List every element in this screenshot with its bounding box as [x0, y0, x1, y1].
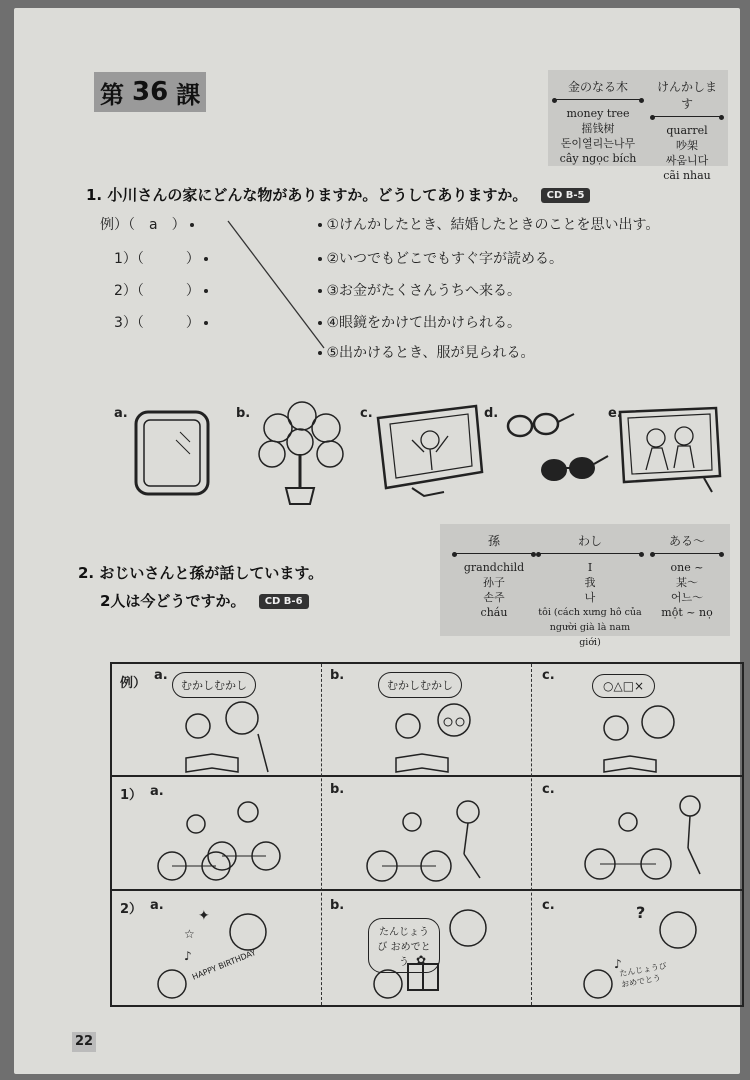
svg-text:✦: ✦	[198, 908, 210, 924]
vocab-col	[538, 532, 642, 650]
birthday-text: HAPPY BIRTHDAY	[190, 948, 258, 982]
cell-label: b.	[330, 668, 345, 683]
picture-label: c.	[360, 406, 373, 421]
vocab-head: 金のなる木	[554, 78, 642, 100]
vocab-line: I	[587, 561, 593, 574]
vocab-line: 吵架	[676, 139, 698, 152]
bicycle-icon	[578, 794, 718, 884]
vocab-line: 摇钱树	[581, 122, 615, 135]
picture-label: b.	[236, 406, 251, 421]
speech-bubble: たんじょうび おめでとう	[368, 918, 440, 973]
svg-text:?: ?	[636, 903, 646, 922]
lesson-number: 36	[132, 77, 169, 107]
vocab-head: けんかします	[652, 78, 722, 117]
grandpa-child-reading-icon	[592, 700, 712, 774]
q2-subtitle	[100, 590, 309, 611]
row-label: 例）	[120, 676, 147, 691]
picture-grid	[110, 662, 744, 1007]
vocab-head: わし	[538, 532, 642, 554]
wedding-photo-icon	[614, 404, 726, 496]
vocab-line: 某～	[676, 576, 698, 589]
vocab-line: one ~	[670, 561, 704, 574]
svg-text:☆: ☆	[184, 927, 195, 941]
left-row-text: 例）（ a ）	[100, 217, 186, 233]
mirror-icon	[128, 406, 218, 500]
grandpa-child-reading-icon	[172, 700, 292, 774]
birthday-text: たんじょうび おめでとう	[618, 961, 668, 990]
vocab-line: 싸움니다	[665, 154, 709, 167]
vocab-line: một ~ nọ	[661, 606, 713, 619]
q2-number: 2.	[78, 564, 95, 582]
speech-bubble: むかしむかし	[172, 672, 256, 698]
picture-label: d.	[484, 406, 499, 421]
vocab-col	[652, 532, 722, 620]
vocab-line: cây ngọc bích	[559, 152, 637, 165]
cell-label: b.	[330, 898, 345, 913]
vocab-col	[454, 532, 534, 620]
vocab-line: quarrel	[666, 124, 708, 137]
gift-scene-icon	[368, 900, 498, 1004]
cell-label: b.	[330, 782, 345, 797]
birthday-scene-icon	[152, 900, 282, 1004]
picture-label: e.	[608, 406, 622, 421]
vocab-head: ある～	[652, 532, 722, 554]
bicycle-icon	[152, 800, 282, 884]
cell-label: a.	[150, 898, 164, 913]
page-number: 22	[72, 1032, 96, 1052]
glasses-icon	[500, 404, 610, 494]
right-row-text: ①けんかしたとき、結婚したときのことを思い出す。	[326, 217, 660, 233]
cell-label: a.	[154, 668, 168, 683]
example-match-line	[14, 8, 740, 428]
vocab-line: 我	[584, 576, 596, 589]
svg-text:♪: ♪	[614, 957, 622, 971]
bicycle-icon	[360, 798, 500, 884]
picture-label: a.	[114, 406, 128, 421]
cd-badge: CD B-5	[541, 188, 591, 203]
vocab-line: money tree	[566, 107, 630, 120]
vocab-line: tôi (cách xưng hô của	[538, 607, 642, 618]
grandpa-child-reading-icon	[382, 700, 502, 774]
vocab-line: cháu	[480, 606, 508, 619]
q2-title	[78, 562, 323, 583]
left-row-text: 3）（ ）	[114, 315, 200, 331]
workbook-page	[14, 8, 740, 1074]
cell-label: c.	[542, 782, 555, 797]
vocab-line: 어느～	[670, 591, 704, 604]
framed-photo-icon	[372, 400, 488, 500]
q2-line2: 2人は今どうですか。	[100, 592, 246, 610]
lesson-suffix: 課	[176, 80, 201, 109]
cell-label: c.	[542, 668, 555, 683]
vocab-line: người già là nam giới)	[549, 622, 631, 648]
row-label: 1）	[120, 788, 143, 803]
right-row-text: ②いつでもどこでもすぐ字が読める。	[326, 251, 564, 267]
money-tree-icon	[250, 398, 350, 508]
svg-text:✿: ✿	[416, 953, 427, 967]
right-row-text: ⑤出かけるとき、服が見られる。	[326, 345, 535, 361]
speech-bubble: むかしむかし	[378, 672, 462, 698]
vocab-line: cãi nhau	[663, 169, 711, 182]
svg-text:♪: ♪	[184, 949, 192, 963]
vocab-head: 孫	[454, 532, 534, 554]
cell-label: c.	[542, 898, 555, 913]
vocab-line: 돈이열리는나무	[560, 137, 636, 150]
cd-badge: CD B-6	[259, 594, 309, 609]
left-row-text: 2）（ ）	[114, 283, 200, 299]
cell-label: a.	[150, 784, 164, 799]
q1-number: 1.	[86, 186, 103, 204]
vocab-line: grandchild	[463, 561, 525, 574]
q1-text: 小川さんの家にどんな物がありますか。どうしてありますか。	[107, 186, 528, 204]
q2-line1: おじいさんと孫が話しています。	[99, 564, 324, 582]
right-row-text: ④眼鏡をかけて出かけられる。	[326, 315, 522, 331]
vocab-line: 나	[584, 591, 596, 604]
vocab-box-2	[440, 524, 730, 648]
vocab-line: 손주	[483, 591, 505, 604]
vocab-line: 孙子	[483, 576, 505, 589]
lesson-prefix: 第	[100, 80, 124, 109]
right-row-text: ③お金がたくさんうちへ来る。	[326, 283, 522, 299]
speech-bubble: ○△□×	[592, 674, 655, 698]
confused-grandpa-icon	[578, 898, 708, 1004]
row-label: 2）	[120, 902, 143, 917]
left-row-text: 1）（ ）	[114, 251, 200, 267]
